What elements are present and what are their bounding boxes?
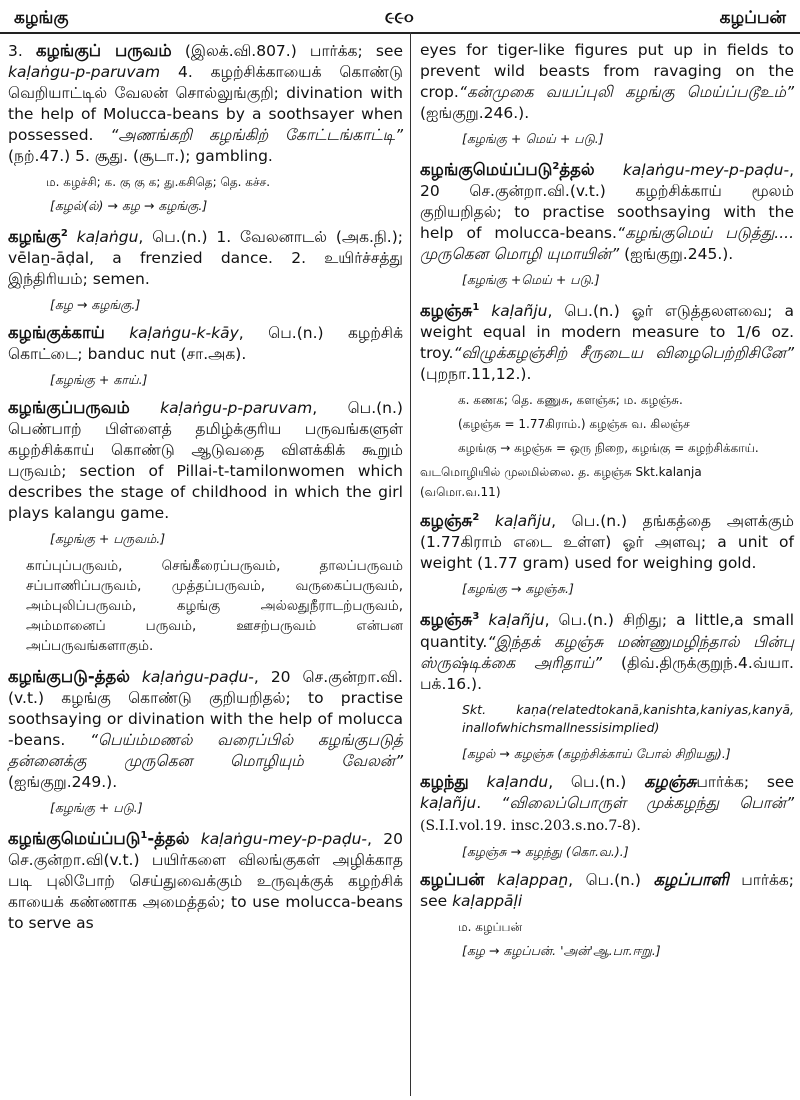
cross-reference: கழஞ்சு — [644, 771, 697, 791]
entry-text: , பெ.(n.) — [548, 772, 644, 791]
entry-kalangu-1-cont — [8, 40, 403, 167]
transliteration: kaḷappāḷi — [452, 891, 523, 910]
sense-number: 3. — [8, 42, 36, 60]
headword: கழந்து — [420, 771, 469, 791]
note-paragraph: காப்புப்பருவம், செங்கீரைப்பருவம், தாலப்பருவம் சப்பாணிப்பருவம், முத்தப்பருவம், வருகைப்பருவம், அம்புலிப்பருவம், கழங்கு அல்லதுநீராடற்பருவம், அம்மானைப் பருவம், ஊசற்பருவம் என்பன அப்பருவங்களாகும். — [26, 558, 403, 655]
transliteration: kaḷañju — [479, 302, 548, 321]
transliteration: kaḷandu — [468, 772, 549, 791]
homonym-number: 1 — [140, 830, 148, 842]
homonym-number: 2 — [60, 228, 68, 239]
note-line: வடமொழியில் முலமில்லை. த. கழஞ்சு Skt.kalanja — [420, 465, 702, 480]
transliteration: kaḷañju — [479, 611, 545, 630]
entry-text: . — [476, 793, 482, 812]
header-right-guideword: கழப்பன் — [719, 8, 786, 28]
transliteration: kaḷañju — [420, 793, 477, 812]
citation: “பெய்ம்மணல் வரைப்பில் கழங்குபடுத் தன்னைக்கு முருகென மொழியும் வேலன்” — [8, 731, 403, 771]
etymology: [கழங்கு +மெய் + படு.] — [462, 272, 600, 288]
entry-continuation — [420, 40, 794, 124]
citation: “விழுக்கழஞ்சிற் சீருடைய விழைபெற்றிசினே” — [453, 344, 794, 363]
header-rule — [0, 32, 800, 34]
entry-kalangukkay — [8, 322, 403, 365]
headword: கழங்குப்பருவம் — [8, 398, 130, 418]
headword-suffix: த்தல் — [559, 160, 595, 180]
transliteration: kaḷappaṉ — [484, 870, 569, 889]
etymology: [கழங்கு + பருவம்.] — [50, 531, 166, 547]
etymology: [கழஞ்சு → கழந்து (கொ.வ.).] — [462, 843, 629, 859]
right-column — [420, 40, 794, 968]
entry-text: eyes for tiger-like figures put up in fields to prevent wild beasts from ravaging on the crop. — [420, 41, 794, 101]
entry-text: (புறநா.11,12.). — [420, 365, 532, 384]
entry-kalangu-2 — [8, 223, 403, 290]
entry-text: , 20 செ.குன்றா.வி.(v.t.) கழங்கு கொண்டு குறியறிதல்; to practise soothsaying or divination with the help of molucca -beans. — [8, 668, 403, 750]
note-line: (கழஞ்சு = 1.77கிராம்.) கழஞ்சு வ. கிலஞ்ச — [458, 417, 690, 432]
cognates: க. கணக; தெ. கணுசு, களஞ்சு; ம. கழஞ்சு. — [458, 393, 683, 408]
entry-kalangumeyppadu-2 — [420, 156, 794, 265]
entry-text: , பெ.(n.) — [568, 870, 654, 889]
entry-text: , 20 செ.குன்றா.வி(v.t.) பயிர்களை விலங்குகள் அழிக்காத படி புலிபோற் செய்துவைக்கும் உருவுக்குக் கழற்சிக் காயைக் கண்ணாக அமைத்தல்; to use molucca-beans to serve as — [8, 830, 403, 933]
header-left-guideword: கழங்கு — [14, 8, 69, 28]
sanskrit-note: Skt. kaṇa(relatedtokanā,kanishta,kaniyas,kanyā, inallofwhichsmallnessisimplied) — [462, 701, 794, 735]
headword: கழங்குமெய்ப்படு — [420, 160, 553, 180]
page-number: ૯૯૦ — [385, 8, 414, 27]
etymology: [கழங்கு + படு.] — [50, 800, 143, 816]
left-column — [8, 40, 403, 940]
etymology: [கழல் → கழஞ்சு (கழற்சிக்காய் போல் சிறியது).] — [462, 745, 731, 761]
entry-text: (S.I.I.vol.19. insc.203.s.no.7-8). — [420, 817, 641, 834]
headword: கழங்குப் பருவம் — [35, 41, 172, 60]
homonym-number: 2 — [552, 161, 560, 172]
entry-text: , 20 செ.குன்றா.வி.(v.t.) கழற்சிக்காய் மூலம் குறியறிதல்; to practise soothsaying with the help of molucca-beans. — [420, 161, 794, 243]
headword: கழங்குமெய்ப்படு — [8, 829, 141, 849]
entry-text: , பெ.(n.) சிறிது; a little,a small quantity. — [420, 611, 795, 651]
note-line: (வமொ.வ.11) — [420, 485, 501, 500]
entry-text: (இலக்.வி.807.) பார்க்க; see — [171, 42, 403, 60]
entry-text: , பெ.(n.) தங்கத்தை அளக்கும் (1.77கிராம் எடை உள்ள) ஓர் அளவு; a unit of weight (1.77 gram) used for weighing gold. — [420, 512, 794, 573]
entry-kalangupadu — [8, 666, 403, 793]
etymology: [கழ → கழப்பன். 'அன்'ஆ.பா.ஈறு.] — [462, 942, 661, 958]
transliteration: kaḷaṅgu-paḍu- — [129, 668, 254, 687]
entry-text: பார்க்க; see — [420, 870, 794, 910]
headword-suffix: -த்தல் — [147, 829, 190, 849]
homonym-number: 1 — [472, 302, 480, 314]
homonym-number: 2 — [472, 512, 480, 524]
homonym-number: 3 — [472, 611, 480, 623]
entry-text: (ஐங்குறு.249.). — [8, 773, 118, 792]
transliteration: kaḷaṅgu-p-paruvam — [8, 63, 161, 81]
transliteration: kaḷaṅgu-mey-p-paḍu- — [594, 161, 790, 180]
headword: கழங்குக்காய் — [8, 323, 105, 343]
cognates: ம. கழப்பன் — [458, 919, 523, 934]
page-header — [0, 0, 800, 30]
entry-text: , பெ.(n.) கழற்சிக் கொட்டை; banduc nut (சா.அக). — [8, 324, 403, 364]
entry-text: , பெ.(n.) ஓர் எடுத்தலளவை; a weight equal in modern measure to 1/6 oz. troy. — [420, 302, 794, 363]
headword: கழப்பன் — [420, 869, 485, 889]
transliteration: kaḷaṅgu-k-kāy — [104, 324, 239, 343]
entry-text: (ஐங்குறு.246.). — [420, 104, 530, 122]
citation: “விலைப்பொருள் முக்கழந்து பொன்” — [501, 793, 794, 812]
entry-text: (நற்.47.) 5. சூது. (சூடா.); gambling. — [8, 147, 273, 165]
transliteration: kaḷaṅgu-mey-p-paḍu- — [189, 830, 367, 849]
entry-text: , பெ.(n.) 1. வேலனாடல் (அக.நி.); vēlaṉ-āḍal, a frenzied dance. 2. உயிர்ச்சத்து இந்திரியம்; semen. — [8, 228, 403, 289]
headword: கழங்கு — [8, 227, 61, 247]
citation: “கழங்குமெய் படுத்து.... முருகென மொழி யுமாயின்” — [420, 224, 794, 264]
cognates: ம. கழச்சி; க. கு கு க; து.கசிதெ; தெ. கச்ச. — [46, 175, 271, 189]
entry-text: (திவ்.திருக்குறுந்.4.வ்யா. பக்.16.). — [420, 653, 794, 693]
cross-reference: கழப்பாளி — [653, 869, 729, 889]
entry-kalanju-1 — [420, 297, 794, 385]
entry-kalangumeyppadu-1 — [8, 825, 403, 934]
entry-kalanju-2 — [420, 507, 794, 574]
headword: கழஞ்சு — [420, 610, 473, 630]
entry-kalanju-3 — [420, 606, 794, 694]
entry-text: 4. கழற்சிக்காயைக் கொண்டு வெறியாட்டில் வேலன் சொல்லுங்குறி; divination with the help of Molucca-beans by a soothsayer when possessed. — [8, 63, 403, 144]
etymology: [கழங்கு + காய்.] — [50, 372, 148, 388]
citation: “கன்முகை வயப்புலி கழங்கு மெய்ப்படூஉம்” — [458, 83, 794, 101]
entry-text: பார்க்க; see — [696, 772, 794, 791]
column-divider — [410, 32, 411, 1096]
headword: கழங்குபடு-த்தல் — [8, 667, 130, 687]
headword: கழஞ்சு — [420, 511, 473, 531]
etymology: [கழ → கழங்கு.] — [50, 297, 141, 313]
etymology: [கழங்கு → கழஞ்சு.] — [462, 581, 574, 597]
transliteration: kaḷañju — [479, 512, 552, 531]
entry-kalangupparuvam — [8, 397, 403, 524]
entry-kalandu — [420, 771, 794, 837]
citation: “இந்தக் கழஞ்சு மண்ணுமழிந்தால் பின்பு ஸ்ருஷ்டிக்கை அரிதாய்” — [420, 632, 794, 672]
etymology: [கழல்(ல்) → கழ → கழங்கு.] — [50, 198, 208, 213]
etymology: [கழங்கு + மெய் + படு.] — [462, 131, 604, 146]
entry-text: (ஐங்குறு.245.). — [619, 245, 734, 264]
entry-kalappan — [420, 869, 794, 912]
transliteration: kaḷaṅgu-p-paruvam — [129, 399, 313, 418]
transliteration: kaḷaṅgu — [67, 228, 139, 247]
note-line: கழங்கு → கழஞ்சு = ஒரு நிறை, கழங்கு = கழற்சிக்காய். — [458, 441, 759, 456]
entry-text: , பெ.(n.) பெண்பாற் பிள்ளைத் தமிழ்க்குரிய பருவங்களுள் கழற்சிக்காய் கொண்டு ஆடுவதை விளக்கிக் கூறும் பருவம்; section of Pillai-t-tamilonwomen which describes the stage of childhood in which the girl plays kalangu game. — [8, 399, 403, 523]
citation: “அணங்கறி கழங்கிற் கோட்டங்காட்டி” — [110, 126, 404, 144]
headword: கழஞ்சு — [420, 301, 473, 321]
